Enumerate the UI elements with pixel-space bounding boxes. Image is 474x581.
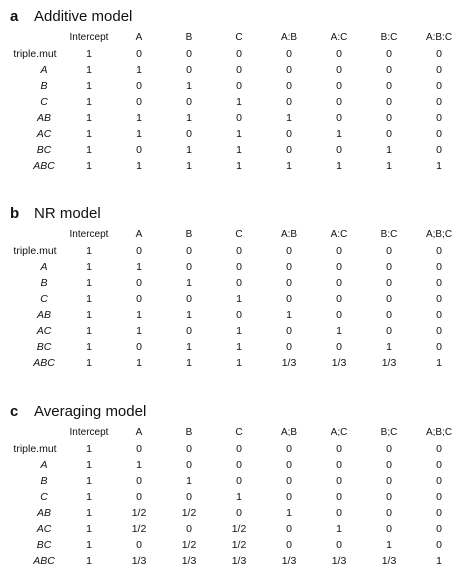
matrix-cell: 0 [286, 293, 292, 305]
matrix-cell: 0 [436, 443, 442, 455]
table-row [6, 521, 464, 537]
row-label: AC [36, 325, 52, 337]
matrix-cell: 1 [236, 341, 242, 353]
matrix-cell: 1/3 [231, 555, 247, 567]
matrix-cell: 1 [286, 309, 292, 321]
matrix-cell: 0 [336, 245, 342, 257]
matrix-cell: 1 [136, 112, 142, 124]
panel-title: NR model [34, 205, 101, 222]
matrix-cell: 0 [286, 261, 292, 273]
matrix-cell: 0 [186, 245, 192, 257]
matrix-cell: 1/2 [181, 539, 197, 551]
matrix-cell: 1 [136, 261, 142, 273]
matrix-cell: 0 [436, 325, 442, 337]
matrix-cell: 1 [86, 64, 92, 76]
matrix-cell: 0 [286, 475, 292, 487]
matrix-cell: 0 [336, 293, 342, 305]
matrix-cell: 1/3 [331, 555, 347, 567]
matrix-cell: 1/2 [231, 539, 247, 551]
matrix-cell: 1 [436, 555, 442, 567]
matrix-cell: 1 [186, 357, 192, 369]
matrix-cell: 1 [236, 325, 242, 337]
column-header: Intercept [69, 32, 109, 43]
matrix-cell: 0 [136, 491, 142, 503]
header-row [6, 30, 464, 46]
table-row [6, 505, 464, 521]
row-label: B [40, 80, 48, 92]
matrix-cell: 0 [136, 475, 142, 487]
matrix-cell: 0 [186, 48, 192, 60]
table-row [6, 355, 464, 371]
column-header: B [185, 427, 193, 438]
matrix-cell: 0 [436, 80, 442, 92]
matrix-cell: 1 [86, 96, 92, 108]
matrix-cell: 0 [386, 277, 392, 289]
matrix-cell: 0 [436, 277, 442, 289]
matrix-cell: 1 [86, 507, 92, 519]
matrix-cell: 1 [86, 523, 92, 535]
matrix-cell: 0 [436, 341, 442, 353]
matrix-cell: 0 [236, 459, 242, 471]
matrix-cell: 1 [336, 128, 342, 140]
panel-letter: b [10, 205, 20, 222]
matrix-cell: 1 [286, 112, 292, 124]
row-label: AC [36, 128, 52, 140]
matrix-cell: 1/3 [181, 555, 197, 567]
matrix-cell: 0 [336, 96, 342, 108]
matrix-cell: 0 [386, 523, 392, 535]
matrix-cell: 0 [336, 112, 342, 124]
matrix-cell: 0 [136, 245, 142, 257]
matrix-cell: 1/3 [381, 555, 397, 567]
column-header: A [135, 427, 143, 438]
matrix-cell: 0 [436, 507, 442, 519]
matrix-cell: 0 [136, 144, 142, 156]
matrix-cell: 1 [336, 325, 342, 337]
matrix-cell: 1 [86, 539, 92, 551]
matrix-cell: 0 [336, 309, 342, 321]
matrix-cell: 1 [236, 491, 242, 503]
matrix-cell: 0 [386, 293, 392, 305]
matrix-cell: 1 [86, 261, 92, 273]
matrix-cell: 0 [186, 128, 192, 140]
matrix-cell: 1 [186, 341, 192, 353]
matrix-cell: 1/3 [281, 357, 297, 369]
matrix-cell: 0 [236, 309, 242, 321]
matrix-cell: 0 [136, 293, 142, 305]
matrix-cell: 0 [186, 293, 192, 305]
matrix-cell: 0 [186, 491, 192, 503]
matrix-cell: 1 [186, 144, 192, 156]
matrix-cell: 1 [136, 325, 142, 337]
column-header: C [235, 229, 243, 240]
matrix-cell: 0 [336, 341, 342, 353]
matrix-cell: 1 [86, 293, 92, 305]
panel-title: Additive model [34, 8, 133, 25]
matrix-cell: 1 [386, 539, 392, 551]
matrix-cell: 1 [336, 523, 342, 535]
matrix-cell: 0 [286, 144, 292, 156]
row-label: AB [36, 309, 51, 321]
matrix-cell: 0 [286, 96, 292, 108]
panel-heading [10, 403, 146, 420]
matrix-cell: 0 [136, 80, 142, 92]
row-label: A [40, 64, 48, 76]
matrix-cell: 1/3 [331, 357, 347, 369]
matrix-cell: 1/2 [231, 523, 247, 535]
row-label: AB [36, 112, 51, 124]
matrix-cell: 1 [86, 144, 92, 156]
matrix-cell: 0 [336, 48, 342, 60]
matrix-cell: 1 [386, 144, 392, 156]
matrix-cell: 1 [86, 357, 92, 369]
matrix-cell: 1 [136, 128, 142, 140]
table-row [6, 441, 464, 457]
matrix-cell: 1 [86, 112, 92, 124]
row-label: AC [36, 523, 52, 535]
matrix-cell: 1 [86, 475, 92, 487]
matrix-cell: 0 [336, 443, 342, 455]
matrix-cell: 1 [186, 475, 192, 487]
matrix-cell: 0 [236, 245, 242, 257]
table-row [6, 158, 464, 174]
table-row [6, 457, 464, 473]
matrix-cell: 1 [236, 160, 242, 172]
matrix-cell: 0 [336, 459, 342, 471]
row-label: ABC [33, 357, 55, 369]
matrix-cell: 0 [386, 459, 392, 471]
matrix-cell: 0 [286, 48, 292, 60]
column-header: B:C [380, 32, 398, 43]
column-header: Intercept [69, 229, 109, 240]
matrix-cell: 0 [136, 48, 142, 60]
matrix-cell: 1 [186, 112, 192, 124]
row-label: AB [36, 507, 51, 519]
design-matrix-table [6, 425, 464, 569]
matrix-cell: 0 [436, 475, 442, 487]
matrix-cell: 0 [286, 245, 292, 257]
table-row [6, 275, 464, 291]
matrix-cell: 0 [436, 491, 442, 503]
matrix-cell: 0 [136, 443, 142, 455]
matrix-cell: 0 [386, 325, 392, 337]
column-header: A:B:C [425, 32, 453, 43]
matrix-cell: 0 [186, 96, 192, 108]
corner-cell [6, 227, 64, 243]
matrix-cell: 0 [286, 523, 292, 535]
matrix-cell: 1 [436, 160, 442, 172]
matrix-cell: 0 [436, 261, 442, 273]
matrix-cell: 0 [136, 277, 142, 289]
row-label: A [40, 459, 48, 471]
row-label: triple.mut [13, 48, 57, 60]
matrix-cell: 1 [286, 160, 292, 172]
row-label: B [40, 277, 48, 289]
column-header: B;C [380, 427, 398, 438]
panel-heading [10, 8, 132, 25]
matrix-cell: 0 [436, 64, 442, 76]
matrix-cell: 1 [186, 309, 192, 321]
matrix-cell: 1 [86, 245, 92, 257]
matrix-cell: 0 [286, 128, 292, 140]
matrix-cell: 0 [186, 443, 192, 455]
matrix-cell: 0 [236, 64, 242, 76]
matrix-cell: 1 [186, 80, 192, 92]
matrix-cell: 1 [386, 341, 392, 353]
matrix-cell: 0 [286, 459, 292, 471]
matrix-cell: 0 [286, 491, 292, 503]
design-matrix-table [6, 30, 464, 174]
header-row [6, 227, 464, 243]
matrix-cell: 0 [436, 539, 442, 551]
matrix-cell: 1 [86, 277, 92, 289]
matrix-cell: 0 [386, 309, 392, 321]
corner-cell [6, 30, 64, 46]
matrix-cell: 0 [336, 491, 342, 503]
column-header: A [135, 32, 143, 43]
table-row [6, 126, 464, 142]
column-header: A;B;C [425, 427, 453, 438]
matrix-cell: 1 [86, 491, 92, 503]
table-row [6, 62, 464, 78]
design-matrix-table [6, 227, 464, 371]
matrix-cell: 1 [186, 277, 192, 289]
panel-title: Averaging model [34, 403, 147, 420]
table-row [6, 537, 464, 553]
column-header: A:B [280, 229, 298, 240]
matrix-cell: 0 [186, 459, 192, 471]
table-row [6, 307, 464, 323]
matrix-cell: 0 [136, 539, 142, 551]
row-label: triple.mut [13, 245, 57, 257]
matrix-cell: 0 [236, 80, 242, 92]
column-header: A:C [330, 32, 348, 43]
table-row [6, 323, 464, 339]
matrix-cell: 0 [286, 539, 292, 551]
matrix-cell: 1 [436, 357, 442, 369]
table-row [6, 259, 464, 275]
matrix-cell: 0 [136, 341, 142, 353]
matrix-cell: 1 [236, 144, 242, 156]
column-header: B [185, 229, 193, 240]
matrix-cell: 0 [286, 341, 292, 353]
row-label: triple.mut [13, 443, 57, 455]
matrix-cell: 0 [336, 475, 342, 487]
matrix-cell: 0 [186, 523, 192, 535]
corner-cell [6, 425, 64, 441]
panel-heading [10, 205, 101, 222]
row-label: B [40, 475, 48, 487]
header-row [6, 425, 464, 441]
matrix-cell: 0 [336, 539, 342, 551]
matrix-cell: 1 [136, 160, 142, 172]
row-label: C [40, 491, 48, 503]
row-label: C [40, 293, 48, 305]
matrix-cell: 1 [86, 443, 92, 455]
table-row [6, 339, 464, 355]
matrix-cell: 0 [286, 64, 292, 76]
matrix-cell: 0 [286, 80, 292, 92]
matrix-cell: 0 [436, 48, 442, 60]
matrix-cell: 0 [436, 96, 442, 108]
matrix-cell: 0 [386, 443, 392, 455]
matrix-cell: 0 [436, 459, 442, 471]
matrix-cell: 0 [386, 80, 392, 92]
matrix-cell: 1 [236, 293, 242, 305]
matrix-cell: 0 [436, 245, 442, 257]
matrix-cell: 0 [336, 144, 342, 156]
matrix-cell: 0 [436, 523, 442, 535]
matrix-cell: 1 [86, 459, 92, 471]
matrix-cell: 1/3 [281, 555, 297, 567]
table-row [6, 142, 464, 158]
matrix-cell: 1 [236, 128, 242, 140]
matrix-cell: 0 [236, 48, 242, 60]
panel-letter: a [10, 8, 19, 25]
matrix-cell: 0 [186, 64, 192, 76]
table-row [6, 473, 464, 489]
matrix-cell: 0 [236, 277, 242, 289]
column-header: B:C [380, 229, 398, 240]
column-header: A;C [330, 427, 348, 438]
matrix-cell: 0 [236, 443, 242, 455]
matrix-cell: 1 [286, 507, 292, 519]
matrix-cell: 1 [136, 64, 142, 76]
matrix-cell: 1 [336, 160, 342, 172]
matrix-cell: 1 [86, 309, 92, 321]
matrix-cell: 1 [136, 357, 142, 369]
matrix-cell: 0 [336, 507, 342, 519]
matrix-cell: 1/2 [131, 523, 147, 535]
column-header: A:C [330, 229, 348, 240]
column-header: A:B [280, 32, 298, 43]
matrix-cell: 1 [86, 48, 92, 60]
row-label: A [40, 261, 48, 273]
matrix-cell: 0 [386, 96, 392, 108]
matrix-cell: 0 [186, 325, 192, 337]
row-label: C [40, 96, 48, 108]
matrix-cell: 0 [386, 507, 392, 519]
table-row [6, 553, 464, 569]
row-label: BC [36, 341, 52, 353]
matrix-cell: 0 [436, 309, 442, 321]
column-header: B [185, 32, 193, 43]
matrix-cell: 1/2 [181, 507, 197, 519]
table-row [6, 94, 464, 110]
matrix-cell: 1 [136, 309, 142, 321]
matrix-cell: 0 [286, 443, 292, 455]
table-row [6, 46, 464, 62]
matrix-cell: 0 [386, 48, 392, 60]
matrix-cell: 0 [286, 325, 292, 337]
column-header: C [235, 32, 243, 43]
row-label: ABC [33, 555, 55, 567]
matrix-cell: 0 [386, 475, 392, 487]
matrix-cell: 1/2 [131, 507, 147, 519]
matrix-cell: 1 [236, 357, 242, 369]
matrix-cell: 1 [236, 96, 242, 108]
matrix-cell: 0 [336, 277, 342, 289]
matrix-cell: 0 [386, 245, 392, 257]
column-header: A;B [280, 427, 298, 438]
matrix-cell: 0 [436, 112, 442, 124]
matrix-cell: 0 [236, 507, 242, 519]
matrix-cell: 0 [336, 261, 342, 273]
table-row [6, 291, 464, 307]
matrix-cell: 1 [86, 341, 92, 353]
table-row [6, 243, 464, 259]
matrix-cell: 1 [186, 160, 192, 172]
matrix-cell: 0 [386, 112, 392, 124]
matrix-cell: 1/3 [131, 555, 147, 567]
table-row [6, 489, 464, 505]
row-label: ABC [33, 160, 55, 172]
matrix-cell: 1 [86, 325, 92, 337]
matrix-cell: 0 [236, 475, 242, 487]
matrix-cell: 0 [436, 293, 442, 305]
matrix-cell: 0 [336, 64, 342, 76]
panel-letter: c [10, 403, 19, 420]
matrix-cell: 1 [86, 128, 92, 140]
matrix-cell: 0 [236, 261, 242, 273]
matrix-cell: 0 [386, 64, 392, 76]
matrix-cell: 1 [86, 160, 92, 172]
matrix-cell: 1 [86, 555, 92, 567]
matrix-cell: 1 [136, 459, 142, 471]
matrix-cell: 0 [386, 491, 392, 503]
matrix-cell: 0 [236, 112, 242, 124]
matrix-cell: 1 [86, 80, 92, 92]
matrix-cell: 0 [336, 80, 342, 92]
column-header: A [135, 229, 143, 240]
matrix-cell: 0 [386, 128, 392, 140]
matrix-cell: 1 [386, 160, 392, 172]
matrix-cell: 0 [436, 128, 442, 140]
table-row [6, 78, 464, 94]
matrix-cell: 0 [186, 261, 192, 273]
column-header: Intercept [69, 427, 109, 438]
matrix-cell: 0 [286, 277, 292, 289]
matrix-cell: 1/3 [381, 357, 397, 369]
matrix-cell: 0 [436, 144, 442, 156]
row-label: BC [36, 539, 52, 551]
column-header: C [235, 427, 243, 438]
matrix-cell: 0 [386, 261, 392, 273]
matrix-cell: 0 [136, 96, 142, 108]
column-header: A;B;C [425, 229, 453, 240]
table-row [6, 110, 464, 126]
row-label: BC [36, 144, 52, 156]
